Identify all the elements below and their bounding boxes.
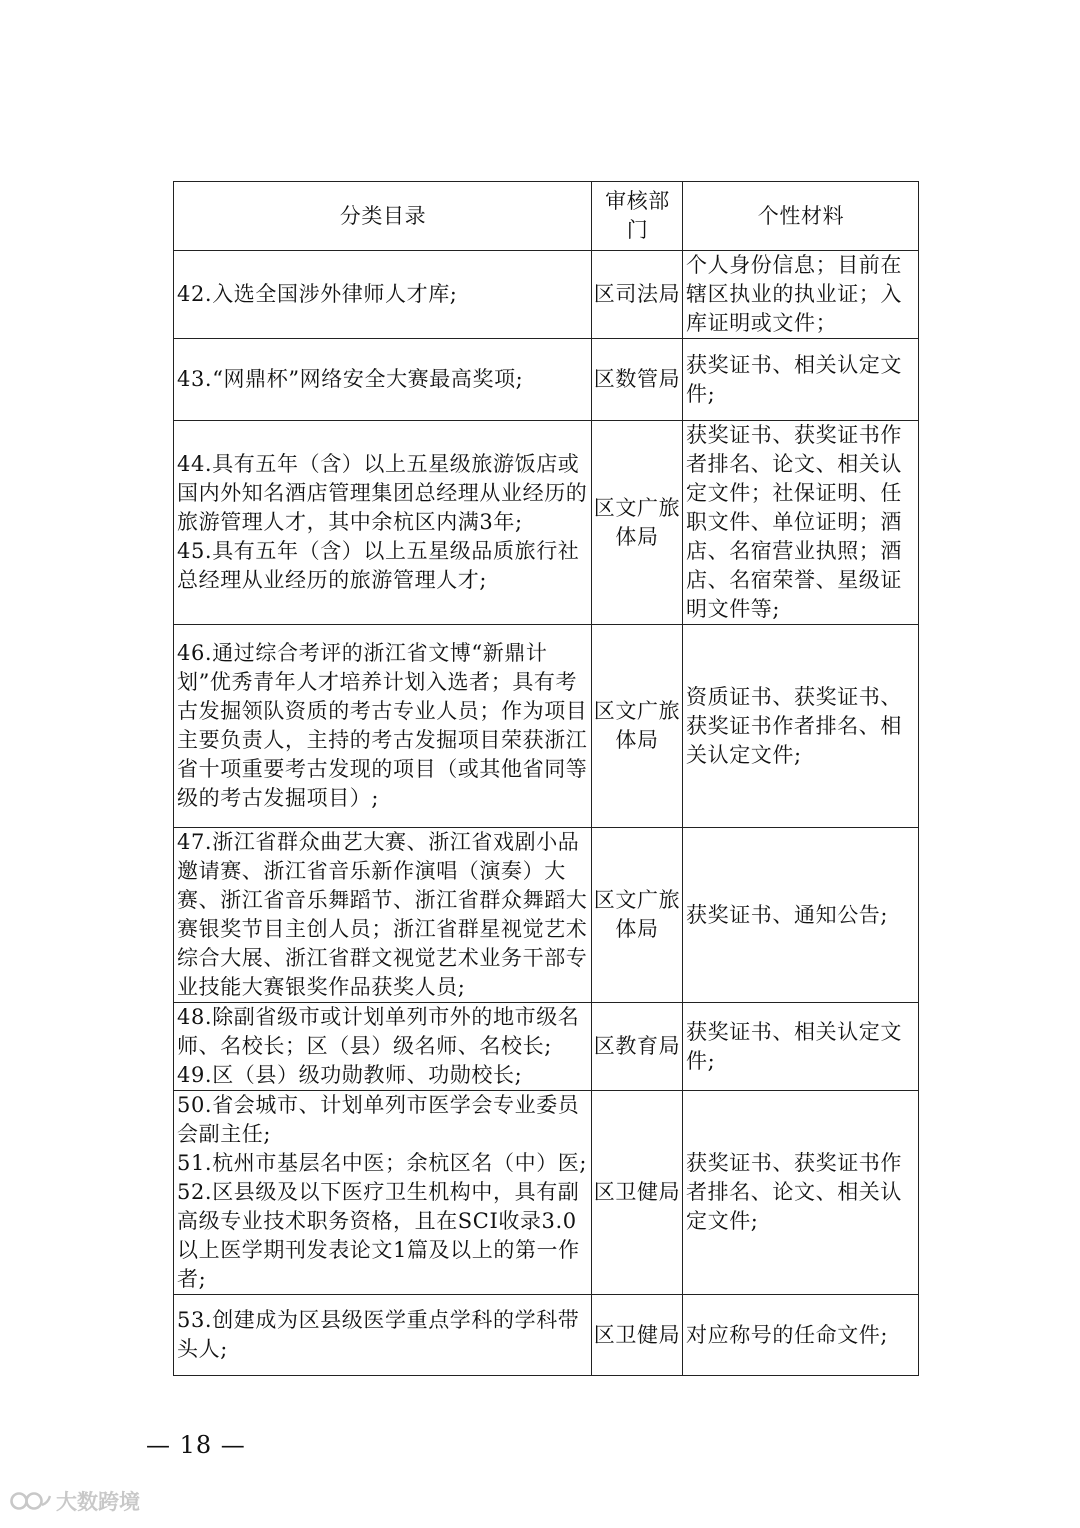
materials-cell: 获奖证书、相关认定文件; bbox=[683, 1003, 919, 1091]
category-item: 48.除副省级市或计划单列市外的地市级名师、名校长；区（县）级名师、名校长; bbox=[177, 1005, 580, 1058]
category-item: 53.创建成为区县级医学重点学科的学科带头人; bbox=[177, 1308, 580, 1361]
brand-logo-icon bbox=[8, 1490, 52, 1512]
materials-cell: 获奖证书、获奖证书作者排名、论文、相关认定文件; bbox=[683, 1091, 919, 1295]
category-item: 50.省会城市、计划单列市医学会专业委员会副主任; bbox=[177, 1093, 580, 1146]
category-cell bbox=[174, 251, 592, 339]
category-cell bbox=[174, 1295, 592, 1376]
watermark bbox=[8, 1486, 140, 1516]
page-number: — 18 — bbox=[146, 1431, 246, 1459]
category-item: 45.具有五年（含）以上五星级品质旅行社总经理从业经历的旅游管理人才; bbox=[177, 539, 580, 592]
table-row bbox=[174, 1295, 919, 1376]
materials-table bbox=[173, 181, 919, 1376]
header-category: 分类目录 bbox=[174, 182, 592, 251]
category-item: 49.区（县）级功勋教师、功勋校长; bbox=[177, 1063, 523, 1087]
category-cell bbox=[174, 1091, 592, 1295]
department-cell: 区卫健局 bbox=[592, 1295, 683, 1376]
category-cell bbox=[174, 1003, 592, 1091]
category-cell bbox=[174, 625, 592, 828]
table-row bbox=[174, 1003, 919, 1091]
materials-cell: 获奖证书、相关认定文件; bbox=[683, 339, 919, 421]
category-item: 42.入选全国涉外律师人才库; bbox=[177, 282, 458, 306]
table-row bbox=[174, 421, 919, 625]
materials-cell: 个人身份信息；目前在辖区执业的执业证；入库证明或文件； bbox=[683, 251, 919, 339]
department-cell: 区司法局 bbox=[592, 251, 683, 339]
category-item: 46.通过综合考评的浙江省文博“新鼎计划”优秀青年人才培养计划入选者；具有考古发掘领队资质的考古专业人员；作为项目主要负责人，主持的考古发掘项目荣获浙江省十项重要考古发现的项目（或其他省同等级的考古发掘项目）; bbox=[177, 641, 588, 810]
category-item: 43.“网鼎杯”网络安全大赛最高奖项; bbox=[177, 367, 524, 391]
category-item: 44.具有五年（含）以上五星级旅游饭店或国内外知名酒店管理集团总经理从业经历的旅游管理人才，其中余杭区内满3年; bbox=[177, 452, 588, 534]
department-cell: 区卫健局 bbox=[592, 1091, 683, 1295]
table-row bbox=[174, 828, 919, 1003]
table-row bbox=[174, 1091, 919, 1295]
category-cell bbox=[174, 421, 592, 625]
header-materials: 个性材料 bbox=[683, 182, 919, 251]
table-header-row bbox=[174, 182, 919, 251]
department-cell: 区教育局 bbox=[592, 1003, 683, 1091]
category-item: 47.浙江省群众曲艺大赛、浙江省戏剧小品邀请赛、浙江省音乐新作演唱（演奏）大赛、浙江省音乐舞蹈节、浙江省群众舞蹈大赛银奖节目主创人员；浙江省群星视觉艺术综合大展、浙江省群文视觉艺术业务干部专业技能大赛银奖作品获奖人员; bbox=[177, 830, 588, 999]
header-department: 审核部门 bbox=[592, 182, 683, 251]
table-row bbox=[174, 339, 919, 421]
department-cell: 区文广旅体局 bbox=[592, 421, 683, 625]
category-cell bbox=[174, 339, 592, 421]
materials-cell: 资质证书、获奖证书、获奖证书作者排名、相关认定文件; bbox=[683, 625, 919, 828]
table-row bbox=[174, 625, 919, 828]
category-item: 51.杭州市基层名中医；余杭区名（中）医; bbox=[177, 1151, 588, 1175]
watermark-text: 大数跨境 bbox=[56, 1490, 140, 1514]
category-cell bbox=[174, 828, 592, 1003]
materials-cell: 对应称号的任命文件; bbox=[683, 1295, 919, 1376]
materials-cell: 获奖证书、获奖证书作者排名、论文、相关认定文件；社保证明、任职文件、单位证明；酒店、名宿营业执照；酒店、名宿荣誉、星级证明文件等; bbox=[683, 421, 919, 625]
department-cell: 区文广旅体局 bbox=[592, 625, 683, 828]
table-row bbox=[174, 251, 919, 339]
category-item: 52.区县级及以下医疗卫生机构中，具有副高级专业技术职务资格，且在SCI收录3.0以上医学期刊发表论文1篇及以上的第一作者; bbox=[177, 1180, 580, 1291]
department-cell: 区文广旅体局 bbox=[592, 828, 683, 1003]
department-cell: 区数管局 bbox=[592, 339, 683, 421]
materials-cell: 获奖证书、通知公告; bbox=[683, 828, 919, 1003]
